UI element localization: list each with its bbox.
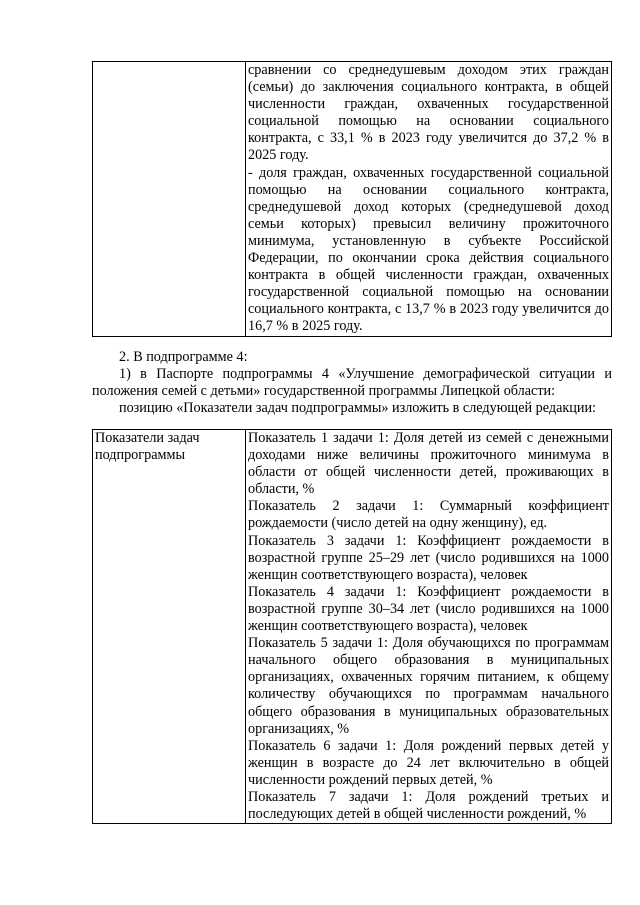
table-cell-label: Показатели задач подпрограммы [93, 430, 246, 824]
paragraph: 1) в Паспорте подпрограммы 4 «Улучшение демографической ситуации и положения семей с детьми» государственной программы Липецкой области: [92, 366, 612, 400]
indicator-item: Показатель 4 задачи 1: Коэффициент рождаемости в возрастной группе 30–34 лет (число родившихся на 1000 женщин соответствующего возраста), человек [248, 583, 609, 635]
indicator-item: Показатель 2 задачи 1: Суммарный коэффициент рождаемости (число детей на одну женщину), ед. [248, 498, 609, 532]
indicators-table [92, 429, 612, 824]
table-row [93, 62, 612, 337]
indicator-item: Показатель 3 задачи 1: Коэффициент рождаемости в возрастной группе 25–29 лет (число родившихся на 1000 женщин соответствующего возраста), человек [248, 532, 609, 583]
paragraph: позицию «Показатели задач подпрограммы» изложить в следующей редакции: [119, 400, 596, 417]
subprogram-amendment-text [92, 349, 612, 417]
paragraph: - доля граждан, охваченных государственной социальной помощью на основании социального контракта, среднедушевой доход которых (среднедушевой доход семьи которых) превысил величину прожиточного минимума, установленную в субъекте Российской Федерации, по окончании срока действия социального контракта в общей численности граждан, охваченных государственной социальной помощью на основании социального контракта, с 13,7 % в 2023 году увеличится до 16,7 % в 2025 году. [248, 164, 609, 335]
table-cell-content [246, 62, 612, 337]
paragraph: сравнении со среднедушевым доходом этих граждан (семьи) до заключения социального контракта, в общей численности граждан, охваченных государственной социальной помощью на основании социального контракта, с 33,1 % в 2023 году увеличится до 37,2 % в 2025 году. [248, 62, 609, 164]
indicator-item: Показатель 6 задачи 1: Доля рождений первых детей у женщин в возрасте до 24 лет включительно в общей численности рождений первых детей, % [248, 737, 609, 788]
section-heading: 2. В подпрограмме 4: [119, 349, 248, 365]
table-row [93, 430, 612, 824]
table-cell-label [93, 62, 246, 337]
indicator-item: Показатель 7 задачи 1: Доля рождений третьих и последующих детей в общей численности рождений, % [248, 788, 609, 823]
indicator-item: Показатель 1 задачи 1: Доля детей из семей с денежными доходами ниже величины прожиточного минимума в области от общей численности детей, проживающих в области, % [248, 430, 609, 498]
indicator-item: Показатель 5 задачи 1: Доля обучающихся по программам начального общего образования в муниципальных организациях, охваченных горячим питанием, к общему количеству обучающихся по программам начального общего образования в муниципальных образовательных организациях, % [248, 635, 609, 737]
table-cell-content [246, 430, 612, 824]
continuation-table [92, 61, 612, 337]
